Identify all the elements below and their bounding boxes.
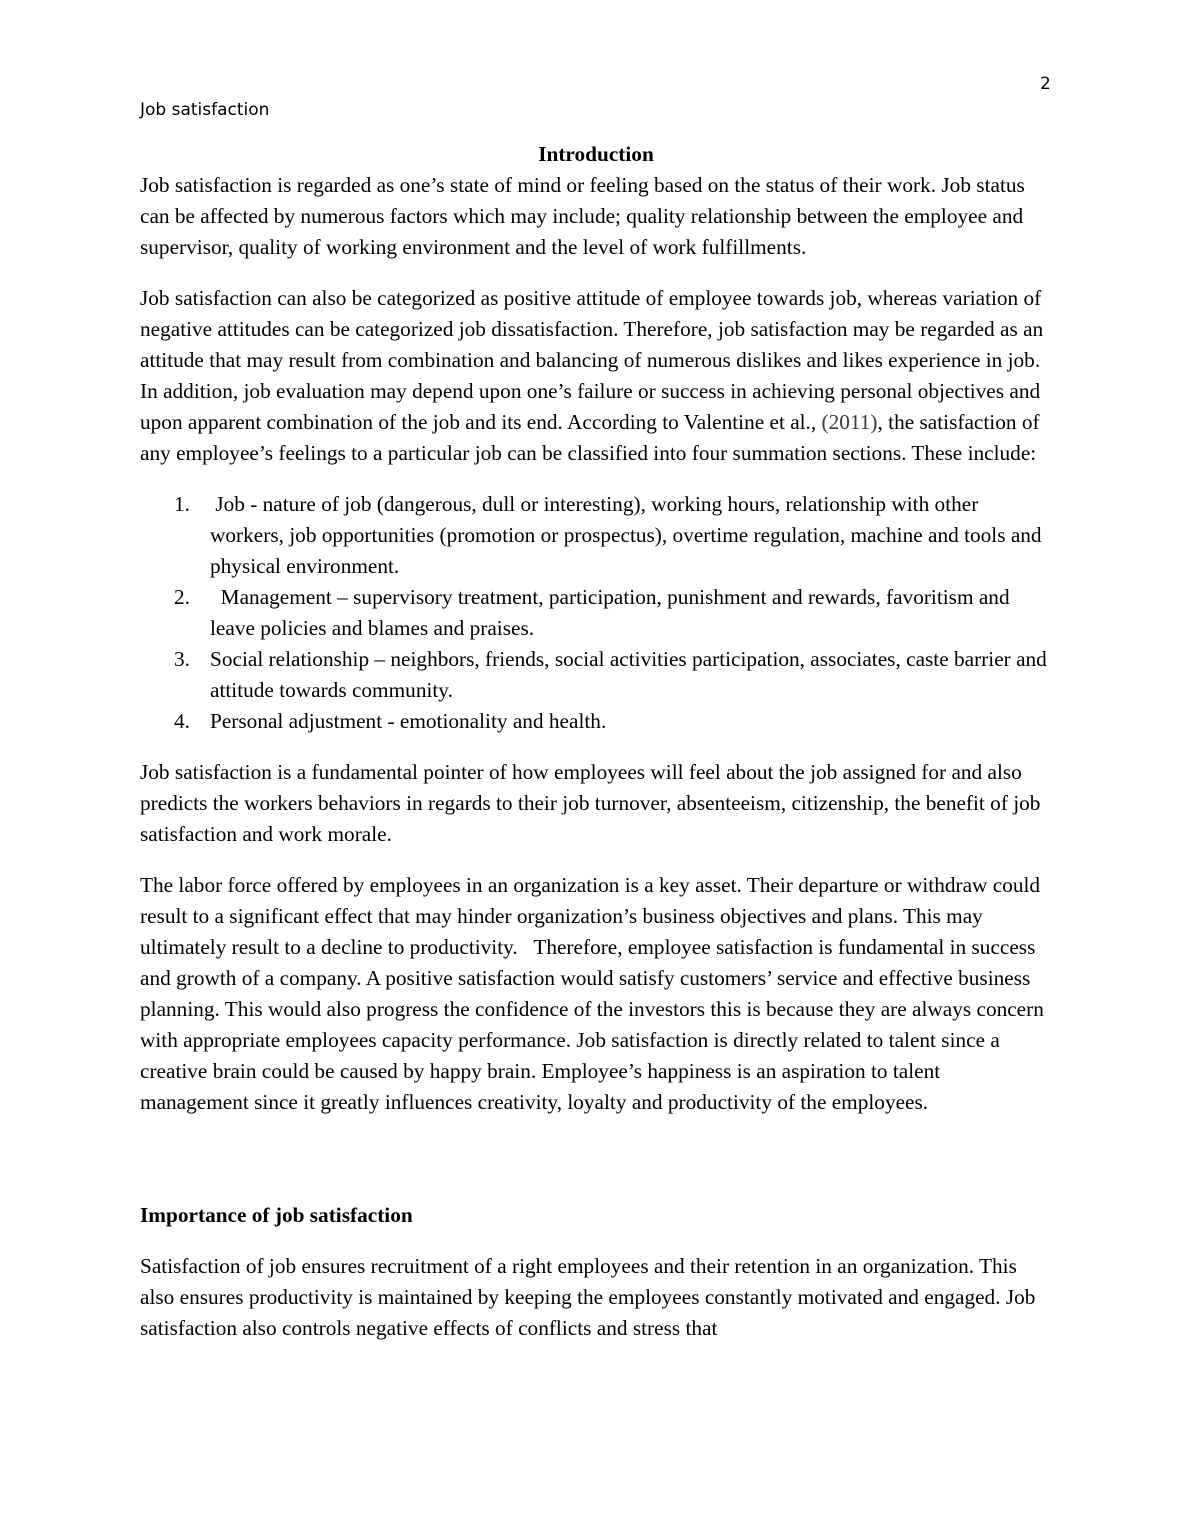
list-item-text: Social relationship – neighbors, friends, social activities participation, associates, caste barrier and attitude towards community. <box>210 647 1047 702</box>
list-item <box>140 582 1052 644</box>
intro-paragraph-1: Job satisfaction is regarded as one’s state of mind or feeling based on the status of their work. Job status can be affected by numerous factors which may include; quality relationship between the employee and supervisor, quality of working environment and the level of work fulfillments. <box>140 173 1025 259</box>
list-item <box>140 489 1052 582</box>
introduction-heading: Introduction <box>538 142 654 166</box>
list-item <box>140 644 1052 706</box>
list-item-number: 3. <box>174 647 190 671</box>
list-item <box>140 706 1052 737</box>
list-item-text: Job - nature of job (dangerous, dull or interesting), working hours, relationship with other workers, job opportunities (promotion or prospectus), overtime regulation, machine and tools and physical environment. <box>210 492 1047 578</box>
document-body <box>140 139 1052 1344</box>
list-item-number: 2. <box>174 585 190 609</box>
list-item-number: 4. <box>174 709 190 733</box>
intro-paragraph-2-text-b: , the satisfaction of any employee’s feelings to a particular job can be classified into four summation sections. These include: <box>140 410 1040 465</box>
intro-paragraph-4: The labor force offered by employees in an organization is a key asset. Their departure or withdraw could result to a significant effect that may hinder organization’s business objectives and plans. This may ultimately result to a decline to productivity. Therefore, employee satisfaction is fundamental in success and growth of a company. A positive satisfaction would satisfy customers’ service and effective business planning. This would also progress the confidence of the investors this is because they are always concern with appropriate employees capacity performance. Job satisfaction is directly related to talent since a creative brain could be caused by happy brain. Employee’s happiness is an aspiration to talent management since it greatly influences creativity, loyalty and productivity of the employees. <box>140 873 1050 1114</box>
page-number: 2 <box>1040 74 1051 94</box>
intro-paragraph-2 <box>140 283 1052 469</box>
intro-paragraph-2-text-a: Job satisfaction can also be categorized as positive attitude of employee towards job, whereas variation of negative attitudes can be categorized job dissatisfaction. Therefore, job satisfaction may be regarded as an attitude that may result from combination and balancing of numerous dislikes and likes experience in job. In addition, job evaluation may depend upon one’s failure or success in achieving personal objectives and upon apparent combination of the job and its end. According to Valentine et al., <box>140 286 1044 434</box>
list-item-number: 1. <box>174 492 190 516</box>
intro-paragraph-3: Job satisfaction is a fundamental pointer of how employees will feel about the job assigned for and also predicts the workers behaviors in regards to their job turnover, absenteeism, citizenship, the benefit of job satisfaction and work morale. <box>140 760 1041 846</box>
satisfaction-factors-list <box>140 489 1052 737</box>
list-item-text: Management – supervisory treatment, participation, punishment and rewards, favoritism and leave policies and blames and praises. <box>210 585 1015 640</box>
citation-year: (2011) <box>821 410 878 434</box>
importance-paragraph-1: Satisfaction of job ensures recruitment of a right employees and their retention in an organization. This also ensures productivity is maintained by keeping the employees constantly motivated and engaged. Job satisfaction also controls negative effects of conflicts and stress that <box>140 1254 1036 1340</box>
list-item-text: Personal adjustment - emotionality and health. <box>210 709 607 733</box>
running-head: Job satisfaction <box>140 100 270 120</box>
importance-heading: Importance of job satisfaction <box>140 1203 413 1227</box>
